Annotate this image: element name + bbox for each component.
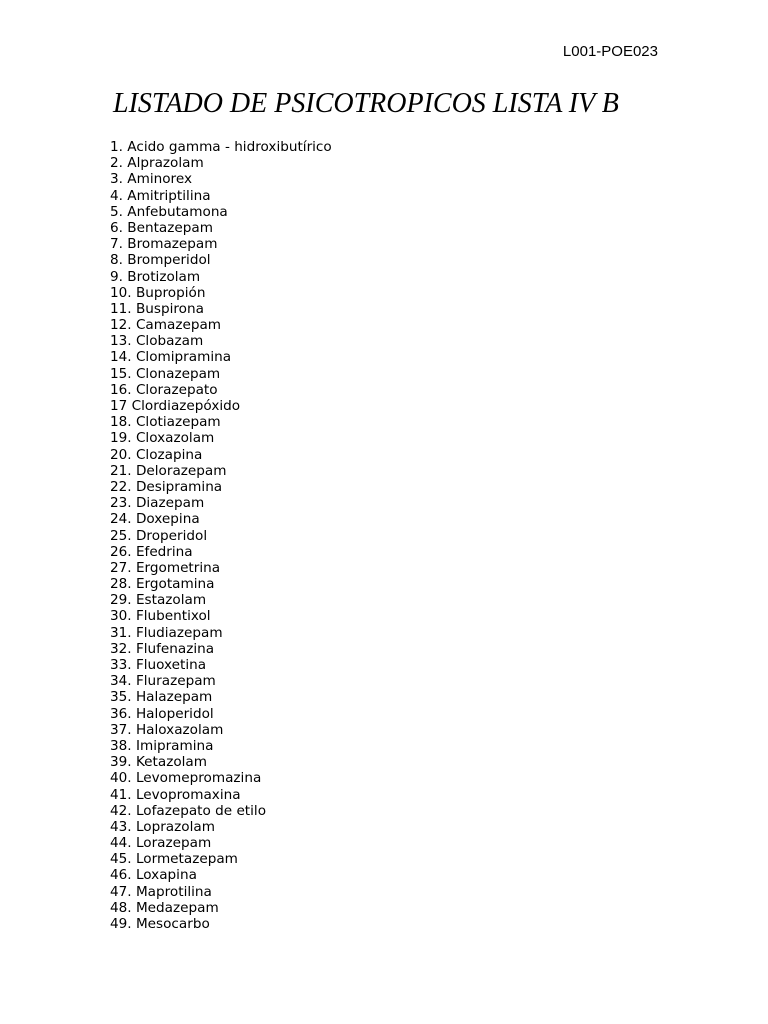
- list-item: 8. Bromperidol: [110, 252, 211, 269]
- list-item: 29. Estazolam: [110, 592, 207, 609]
- list-item: 49. Mesocarbo: [110, 916, 210, 932]
- list-item: 31. Fludiazepam: [110, 624, 223, 641]
- list-item: 43. Loprazolam: [110, 818, 215, 835]
- list-item: 9. Brotizolam: [110, 268, 201, 285]
- list-item: 33. Fluoxetina: [110, 657, 207, 673]
- list-item: 14. Clomipramina: [110, 349, 232, 366]
- list-item: 11. Buspirona: [110, 300, 204, 317]
- list-item: 12. Camazepam: [110, 317, 222, 334]
- list-item: 28. Ergotamina: [110, 576, 215, 593]
- list-item: 46. Loxapina: [110, 867, 197, 884]
- list-item: 41. Levopromaxina: [110, 786, 241, 803]
- document-code: L001-POE023: [562, 43, 658, 60]
- list-item: 32. Flufenazina: [110, 640, 215, 657]
- list-item: 36. Haloperidol: [110, 705, 214, 722]
- list-item: 20. Clozapina: [110, 446, 203, 463]
- list-item: 44. Lorazepam: [110, 835, 212, 852]
- list-item: 7. Bromazepam: [110, 236, 218, 253]
- list-item: 6. Bentazepam: [110, 219, 213, 236]
- list-item: 30. Flubentixol: [110, 608, 211, 625]
- list-item: 39. Ketazolam: [110, 754, 208, 771]
- list-item: 17 Clordiazepóxido: [110, 398, 241, 414]
- list-item: 47. Maprotilina: [110, 883, 212, 900]
- list-item: 27. Ergometrina: [110, 559, 221, 576]
- list-item: 26. Efedrina: [110, 543, 193, 560]
- list-item: 18. Clotiazepam: [110, 414, 221, 431]
- list-item: 45. Lormetazepam: [110, 851, 238, 868]
- list-item: 35. Halazepam: [110, 689, 213, 706]
- list-item: 4. Amitriptilina: [110, 187, 211, 204]
- list-item: 1. Acido gamma - hidroxibutírico: [110, 139, 332, 155]
- list-item: 2. Alprazolam: [110, 155, 204, 172]
- drug-list: [110, 139, 332, 932]
- list-item: 16. Clorazepato: [110, 381, 218, 398]
- list-item: 25. Droperidol: [110, 527, 208, 544]
- list-item: 34. Flurazepam: [110, 673, 216, 690]
- list-item: 21. Delorazepam: [110, 462, 227, 479]
- list-item: 15. Clonazepam: [110, 365, 221, 382]
- list-item: 10. Bupropión: [110, 284, 206, 301]
- page-title: LISTADO DE PSICOTROPICOS LISTA IV B: [113, 88, 619, 119]
- list-item: 42. Lofazepato de etilo: [110, 802, 267, 819]
- list-item: 19. Cloxazolam: [110, 430, 215, 447]
- list-item: 48. Medazepam: [110, 899, 219, 916]
- list-item: 23. Diazepam: [110, 495, 205, 512]
- list-item: 5. Anfebutamona: [110, 203, 228, 220]
- list-item: 3. Aminorex: [110, 171, 193, 188]
- list-item: 22. Desipramina: [110, 478, 223, 495]
- list-item: 40. Levomepromazina: [110, 770, 262, 787]
- list-item: 13. Clobazam: [110, 333, 204, 350]
- list-item: 37. Haloxazolam: [110, 721, 224, 738]
- list-item: 38. Imipramina: [110, 737, 214, 754]
- list-item: 24. Doxepina: [110, 511, 200, 528]
